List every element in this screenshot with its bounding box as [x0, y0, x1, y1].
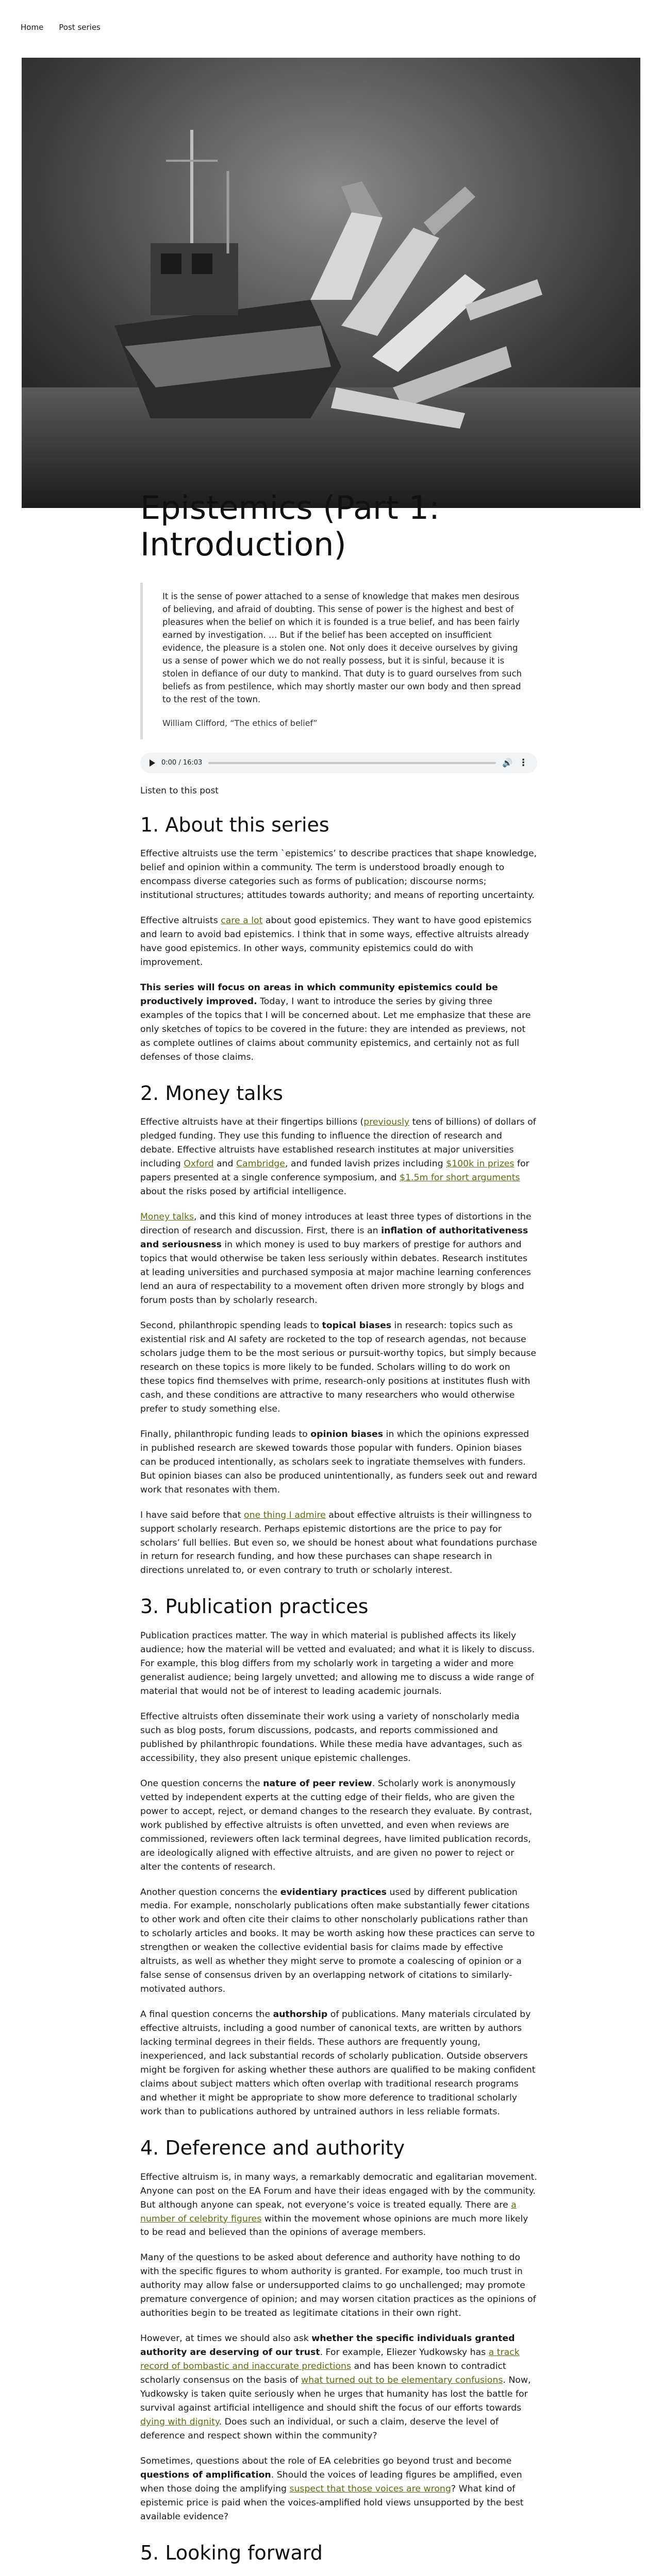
nav-post-series-link[interactable]: Post series — [59, 23, 101, 32]
nav-home-link[interactable]: Home — [21, 23, 44, 32]
epigraph-text: It is the sense of power attached to a sense of knowledge that makes men desirous of believing, and afraid of doubting. This sense of power is the highest and best of pleasures when the belief on which it is founded is a true belief, and has been fairly earned by investigation. … But if the belief has been accepted on insufficient evidence, the pleasure is a stolen one. Not only does it deceive ourselves by giving us a sense of power which we do not really possess, but it is sinful, because it is stolen in defiance of our duty to mankind. That duty is to guard ourselves from such beliefs as from pestilence, which may shortly master our own body and then spread to the rest of the town. — [162, 591, 522, 705]
paragraph: Effective altruists care a lot about good epistemics. They want to have good epistemics and learn to avoid bad epistemics. I think that in some ways, effective altruists already have good epistemics. In other ways, community epistemics could do with improvement. — [140, 916, 532, 968]
paragraph: Publication practices matter. The way in which material is published affects its likely audience; how the material will be vetted and evaluated; and what it is likely to discuss. For example, this blog differs from my scholarly work in targeting a wider and more generalist audience; being largely unvetted; and allowing me to discuss a wide range of material that would not be of interest to leading academic journals. — [140, 1631, 535, 1697]
track-record-link[interactable]: a track record of bombastic and inaccurate predictions — [140, 2347, 520, 2372]
paragraph: Finally, philanthropic funding leads to opinion biases in which the opinions expressed in published research are skewed towards those popular with funders. Opinion biases can be produced intentionally, as scholars seek to ingratiate themselves with funders. But opinion biases can also be produced unintentionally, as funders seek out and reward work that resonates with them. — [140, 1429, 537, 1495]
shipwreck-photo-icon — [22, 58, 640, 508]
paragraph: However, at times we should also ask whether the specific individuals granted authority are deserving of our trust. For example, Eliezer Yudkowsky has a track record of bombastic and inaccurate predictions and has been known to contradict scholarly consensus on the basis of what turned out to be elementary confusions. Now, Yudkowsky is taken quite seriously when he urges that humanity has lost the battle for survival against artificial intelligence and should shift the focus of our efforts towards dying with dignity. Does such an individual, or such a claim, deserve the level of deference and respect shown within the community? — [140, 2333, 531, 2442]
suspect-wrong-link[interactable]: suspect that those voices are wrong — [289, 2483, 451, 2494]
paragraph: Another question concerns the evidentiary practices used by different publication media. For example, nonscholarly publications often make substantially fewer citations to other work and often cite their claims to other nonscholarly publications rather than to scholarly articles and books. It may be worth asking how these practices can serve to strengthen or weaken the collective evidential basis for claims made by effective altruists, as well as whether they might serve to promote a coalescing of opinion or a false sense of consensus driven by an overlapping network of citations to similarly-motivated authors. — [140, 1887, 535, 1995]
cambridge-link[interactable]: Cambridge — [236, 1159, 285, 1170]
paragraph: A final question concerns the authorship of publications. Many materials circulated by effective altruists, including a good number of canonical texts, are written by authors lacking terminal degrees in their fields. These authors are frequently young, inexperienced, and lack substantial records of scholarly publication. Outside observers might be forgiven for asking whether these authors are qualified to be making confident claims about subject matters which often overlap with traditional research programs and whether it might be appropriate to show more deference to traditional scholarly work than to publications authored by untrained authors in less reliable formats. — [140, 2009, 536, 2117]
more-options-icon[interactable]: ⋮ — [519, 757, 528, 769]
dying-with-dignity-link[interactable]: dying with dignity — [140, 2417, 219, 2428]
listen-label: Listen to this post — [140, 785, 219, 796]
care-a-lot-link[interactable]: care a lot — [221, 916, 263, 926]
paragraph: Money talks, and this kind of money introduces at least three types of distortions in the direction of research and discussion. First, there is an inflation of authoritativeness and seriousness in which money is used to buy markers of prestige for authors and topics that would otherwise be taken less seriously within debates. Research institutes at leading universities and purchased symposia at major machine learning conferences lend an aura of respectability to a movement often driven more strongly by blogs and forum posts than by scholarly research. — [140, 1212, 532, 1306]
paragraph: One question concerns the nature of peer review. Scholarly work is anonymously vetted by independent experts at the cutting edge of their fields, who are given the power to accept, reject, or demand changes to the research they evaluate. By contrast, work published by effective altruists is often unvetted, and even when reviews are commissioned, reviewers often lack terminal degrees, have limited publication records, are ideologically aligned with effective altruists, and are given no power to reject or alter the contents of research. — [140, 1778, 533, 1872]
paragraph: This series will focus on areas in which community epistemics could be productively improved. Today, I want to introduce the series by giving three examples of the topics that I will be concerned about. Let me emphasize that these are only sketches of topics to be covered in the future: they are intended as previews, not as complete outlines of claims about community epistemics, and certainly not as full defenses of those claims. — [140, 982, 531, 1062]
section-heading: 3. Publication practices — [140, 1595, 369, 1618]
paragraph: Sometimes, questions about the role of EA celebrities go beyond trust and become questions of amplification. Should the voices of leading figures be amplified, even when those doing the amplifying suspect that those voices are wrong? What kind of epistemic price is paid when the voices-amplified hold views unsupported by the best available evidence? — [140, 2456, 524, 2522]
paragraph: Effective altruism is, in many ways, a remarkably democratic and egalitarian movement. Anyone can post on the EA Forum and have their ideas engaged with by the community. But although anyone can speak, not everyone’s voice is treated equally. There are a number of celebrity figures within the movement whose opinions are much more likely to be read and believed than the opinions of average members. — [140, 2172, 537, 2238]
oxford-link[interactable]: Oxford — [184, 1159, 214, 1170]
paragraph: Effective altruists often disseminate their work using a variety of nonscholarly media such as blog posts, forum discussions, podcasts, and reports commissioned and published by philanthropic foundations. While these media have advantages, such as accessibility, they also present unique epistemic challenges. — [140, 1711, 522, 1764]
audio-player — [140, 753, 537, 773]
paragraph: Effective altruists have at their fingertips billions (previously tens of billions) of dollars of pledged funding. They use this funding to influence the direction of research and debate. Effective altruists have established research institutes at major universities including Oxford and Cambridge, and funded lavish prizes including $100k in prizes for papers presented at a single conference symposium, and $1.5m for short arguments about the risks posed by artificial intelligence. — [140, 1117, 536, 1197]
paragraph: Second, philanthropic spending leads to topical biases in research: topics such as existential risk and AI safety are rocketed to the top of research agendas, not because scholars judge them to be the most serious or pursuit-worthy topics, but simply because research on these topics is more likely to be funded. Scholars willing to do work on these topics find themselves with prime, research-only positions at institutes flush with cash, and these conditions are attractive to many researchers who would otherwise prefer to study something else. — [140, 1320, 537, 1414]
one-thing-i-admire-link[interactable]: one thing I admire — [244, 1510, 326, 1520]
section-heading: 5. Looking forward — [140, 2541, 323, 2564]
paragraph: Many of the questions to be asked about deference and authority have nothing to do with the specific figures to whom authority is granted. For example, too much trust in authority may allow false or undersupported claims to go unchallenged; may promote premature convergence of opinion; and may worsen citation practices as the opinions of authorities begin to be treated as legitimate citations in their own right. — [140, 2252, 536, 2319]
paragraph: Effective altruists use the term `epistemics’ to describe practices that shape knowledge, belief and opinion within a community. The term is understood broadly enough to encompass diverse categories such as forms of publication; discourse norms; institutional structures; attitudes towards authority; and means of reporting uncertainty. — [140, 849, 537, 901]
previously-link[interactable]: previously — [363, 1117, 410, 1128]
elementary-confusions-link[interactable]: what turned out to be elementary confusions — [301, 2375, 503, 2386]
audio-progress-slider[interactable] — [208, 762, 496, 764]
volume-icon[interactable]: 🔊 — [502, 758, 512, 768]
section-heading: 4. Deference and authority — [140, 2137, 405, 2160]
paragraph: I have said before that one thing I admire about effective altruists is their willingness to support scholarly research. Perhaps epistemic distortions are the price to pay for scholars’ full bellies. But even so, we should be honest about what foundations purchase in return for research funding, and how these purchases can shape research in directions unrelated to, or even contrary to truth or scholarly interest. — [140, 1510, 537, 1576]
prizes-link[interactable]: $100k in prizes — [446, 1159, 515, 1170]
epigraph-attribution: William Clifford, “The ethics of belief” — [162, 718, 318, 728]
short-arguments-link[interactable]: $1.5m for short arguments — [400, 1173, 520, 1183]
audio-time: 0:00 / 16:03 — [161, 759, 203, 767]
section-heading: 2. Money talks — [140, 1081, 283, 1105]
top-nav — [21, 23, 101, 32]
article — [140, 489, 537, 2576]
page-title: Epistemics (Part 1: Introduction) — [140, 489, 440, 564]
play-icon[interactable] — [150, 759, 155, 767]
section-heading: 1. About this series — [140, 813, 329, 836]
celebrity-figures-link[interactable]: a number of celebrity figures — [140, 2199, 517, 2224]
epigraph-quote — [140, 583, 537, 739]
hero-image — [22, 58, 640, 508]
money-talks-link[interactable]: Money talks — [140, 1212, 194, 1223]
